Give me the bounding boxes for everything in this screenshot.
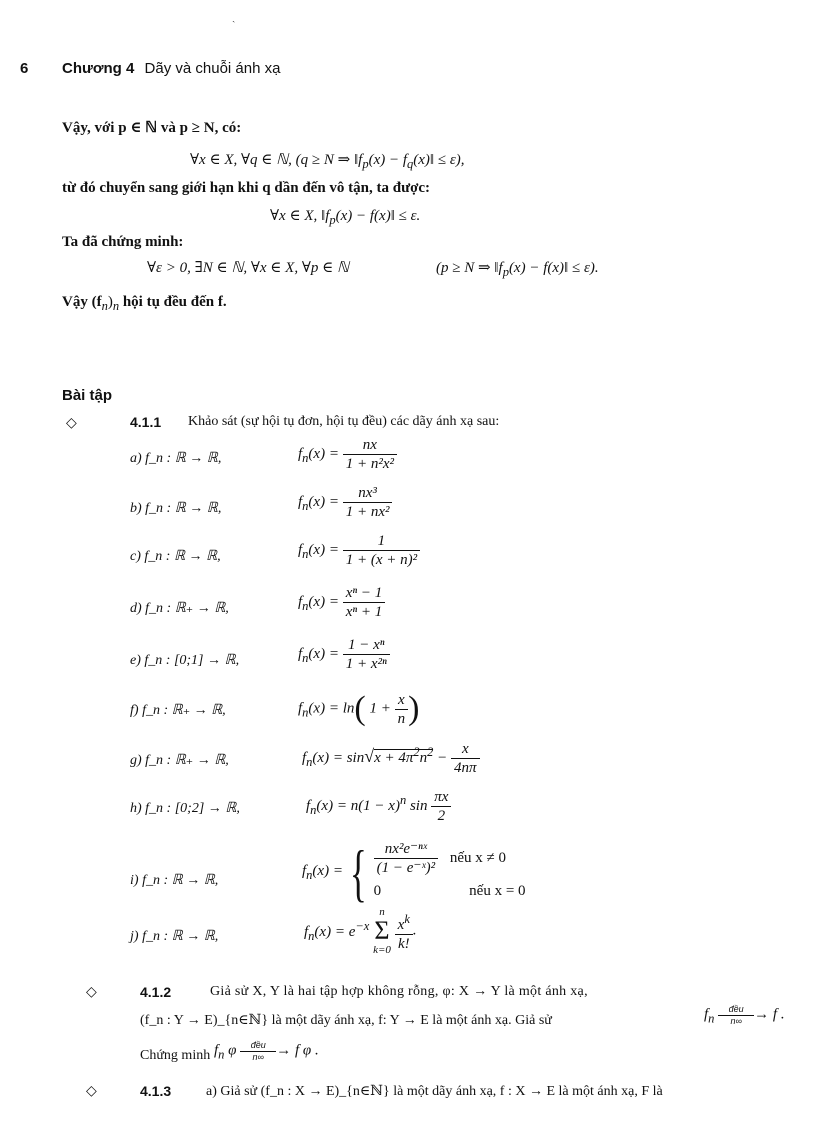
chapter-label: Chương 4 [62, 60, 135, 77]
proof-line-1: Vậy, với p ∈ ℕ và p ≥ N, có: [62, 120, 242, 136]
chapter-title: Dãy và chuỗi ánh xạ [144, 60, 281, 77]
item-h-label: h) f_n : [0;2] → ℝ, [130, 801, 240, 816]
item-c-label: c) f_n : ℝ → ℝ, [130, 549, 221, 564]
item-d-label: d) f_n : ℝ₊ → ℝ, [130, 601, 229, 616]
exercises-heading: Bài tập [62, 387, 113, 404]
proof-line-7: Vậy $(f_n)_n$ hội tụ đều đến f. [62, 294, 227, 313]
exercise-2-conv-1: $f_n$ đều n∞ → f . [704, 1004, 785, 1026]
diamond-icon-3: ◇ [86, 1084, 97, 1099]
exercise-2-text3: Chứng minh [140, 1048, 211, 1063]
exercise-3-number: 4.1.3 [140, 1083, 172, 1099]
proof-line-6b: (p ≥ N ⇒ $‖f_p(x)$ − f(x)‖ ≤ ε). [436, 260, 599, 279]
item-h-formula: $f_n(x) = n(1 - x)^n$ sin $\frac{\pi x}{2}$ [306, 788, 451, 825]
item-a-formula: $f_n(x)$ = $\frac{nx}{\text{1 + n²x²}}$ [298, 436, 397, 473]
exercise-number: 4.1.1 [130, 414, 162, 430]
proof-line-6a: ∀ε > 0, ∃N ∈ ℕ, ∀x ∈ X, ∀p ∈ ℕ [147, 260, 349, 276]
diamond-icon: ◇ [66, 416, 77, 431]
diamond-icon-2: ◇ [86, 985, 97, 1000]
item-d-formula: $f_n(x)$ = $\frac{\text{xⁿ − 1}}{\text{xⁿ + 1}}$ [298, 584, 385, 621]
item-i-label: i) f_n : ℝ → ℝ, [130, 873, 219, 888]
item-e-formula: $f_n(x)$ = $\frac{\text{1 − xⁿ}}{\text{1 + x²ⁿ}}$ [298, 636, 390, 673]
page-number: 6 [20, 60, 29, 77]
item-a-label: a) f_n : ℝ → ℝ, [130, 451, 222, 466]
item-i-formula: $f_n(x)$ = { $\frac{\text{nx²e⁻ⁿˣ}}{\text{(1 − e⁻ˣ)²}}$ nếu x ≠ 0 0 nếu x = 0 [302, 836, 526, 908]
scan-mark: ˎ [232, 12, 236, 23]
proof-line-5: Ta đã chứng minh: [62, 234, 184, 250]
exercise-2-number: 4.1.2 [140, 984, 172, 1000]
item-j-label: j) f_n : ℝ → ℝ, [130, 929, 219, 944]
item-b-formula: $f_n(x)$ = $\frac{\text{nx³}}{\text{1 + nx²}}$ [298, 484, 392, 521]
item-b-label: b) f_n : ℝ → ℝ, [130, 501, 222, 516]
exercise-2-text2: (f_n : Y → E)_{n∈ℕ} là một dãy ánh xạ, f: Y → E là một ánh xạ. Giả sử [140, 1013, 552, 1028]
proof-line-2: ∀x ∈ X, ∀q ∈ ℕ, (q ≥ N ⇒ $‖f_p(x)$ − $f_q(x)‖ \le \varepsilon$), [190, 152, 465, 171]
item-g-label: g) f_n : ℝ₊ → ℝ, [130, 753, 229, 768]
item-j-formula: $f_n(x) = e^{-x}$ n Σ k=0 $\frac{x^k}{k!}$ . [304, 906, 417, 956]
proof-line-3: từ đó chuyển sang giới hạn khi q dần đến vô tận, ta được: [62, 180, 431, 196]
item-c-formula: $f_n(x)$ = $\frac{1}{\text{1 + (x + n)²}}$ [298, 532, 420, 569]
item-f-formula: $f_n(x) = \ln$( 1 + $\frac{x}{n}$ ) [298, 690, 420, 727]
chapter-header [62, 60, 280, 77]
exercise-3-text: a) Giả sử (f_n : X → E)_{n∈ℕ} là một dãy ánh xạ, f : X → E là một ánh xạ, F là [206, 1084, 663, 1099]
proof-line-4: ∀x ∈ X, $‖f_p(x)$ − f(x)‖ ≤ ε. [270, 208, 421, 227]
exercise-2-conv-2: $f_n$ φ đều n∞ → f φ . [214, 1040, 319, 1062]
item-e-label: e) f_n : [0;1] → ℝ, [130, 653, 240, 668]
item-f-label: f) f_n : ℝ₊ → ℝ, [130, 703, 226, 718]
item-g-formula: $f_n(x) = \sin√x + 4\pi^2n^2$ − $\frac{x}{4n\pi}$ [302, 740, 480, 777]
exercise-text: Khảo sát (sự hội tụ đơn, hội tụ đều) các dãy ánh xạ sau: [188, 414, 500, 429]
exercise-2-text1: Giả sử X, Y là hai tập hợp không rỗng, φ: X → Y là một ánh xạ, [210, 984, 588, 999]
